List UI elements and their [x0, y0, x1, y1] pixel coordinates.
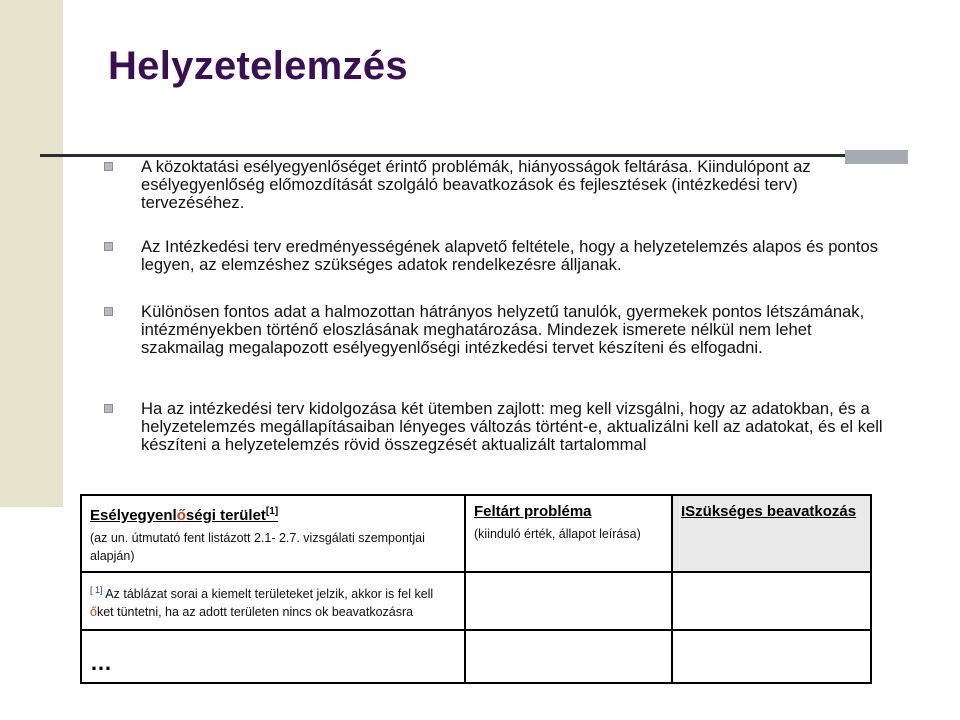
intervention-table	[80, 494, 872, 684]
bullet-square-icon	[104, 404, 113, 413]
decorative-side-bar	[0, 0, 63, 507]
table-cell	[672, 572, 871, 630]
ellipsis-text: …	[90, 650, 114, 675]
bullet-text: Az Intézkedési terv eredményességének alapvető feltétele, hogy a helyzetelemzés alapos és pontos legyen, az elemzéshez szükséges adatok rendelkezésre álljanak.	[141, 237, 879, 274]
bullet-square-icon	[104, 162, 113, 171]
bullet-square-icon	[104, 242, 113, 251]
table-header-row	[81, 495, 871, 572]
header-cell-intervention	[672, 495, 871, 572]
table-cell	[672, 630, 871, 683]
bullet-text: Ha az intézkedési terv kidolgozása két ütemben zajlott: meg kell vizsgálni, hogy az adatokban, és a helyzetelemzés megállapításaiban lényeges változás történt-e, aktualizálni kell az adatokat, és el kell készíteni a helyzetelemzés rövid összegzését aktualizált tartalommal	[141, 399, 883, 454]
header-area-note: (az un. útmutató fent listázott 2.1- 2.7. vizsgálati szempontjai alapján)	[90, 531, 425, 563]
table-cell	[465, 630, 672, 683]
header-problem-note: (kiinduló érték, állapot leírása)	[474, 527, 641, 541]
footnote-marker-link[interactable]: [ 1]	[90, 585, 103, 595]
slide-title: Helyzetelemzés	[108, 44, 408, 88]
header-problem-label: Feltárt probléma	[474, 503, 592, 520]
header-intervention-label: ISzükséges beavatkozás	[681, 503, 857, 520]
ellipsis-cell	[81, 630, 465, 683]
footnote-ref-link[interactable]: [1]	[265, 506, 279, 517]
table-cell	[465, 572, 672, 630]
table-row	[81, 572, 871, 630]
bullet-square-icon	[104, 307, 113, 316]
bullet-text: Különösen fontos adat a halmozottan hátrányos helyzetű tanulók, gyermekek pontos létszámának, intézményekben történő eloszlásának meghatározása. Mindezek ismerete nélkül nem lehet szakmailag megalapozott esélyegyenlőségi intézkedési tervet készíteni és elfogadni.	[141, 302, 865, 357]
footnote-cell	[81, 572, 465, 630]
header-cell-area	[81, 495, 465, 572]
bullet-text: A közoktatási esélyegyenlőséget érintő problémák, hiányosságok feltárása. Kiindulópont az esélyegyenlőség előmozdítását szolgáló beavatkozások és fejlesztések (intézkedési terv) tervezéséhez.	[141, 157, 811, 212]
table-row	[81, 630, 871, 683]
footnote-text: [ 1] Az táblázat sorai a kiemelt területeket jelzik, akkor is fel kell őket tüntetni, ha az adott területen nincs ok beavatkozásra	[90, 585, 434, 620]
header-area-label: Esélyegyenlőségi terület[1]	[90, 506, 279, 524]
header-cell-problem	[465, 495, 672, 572]
